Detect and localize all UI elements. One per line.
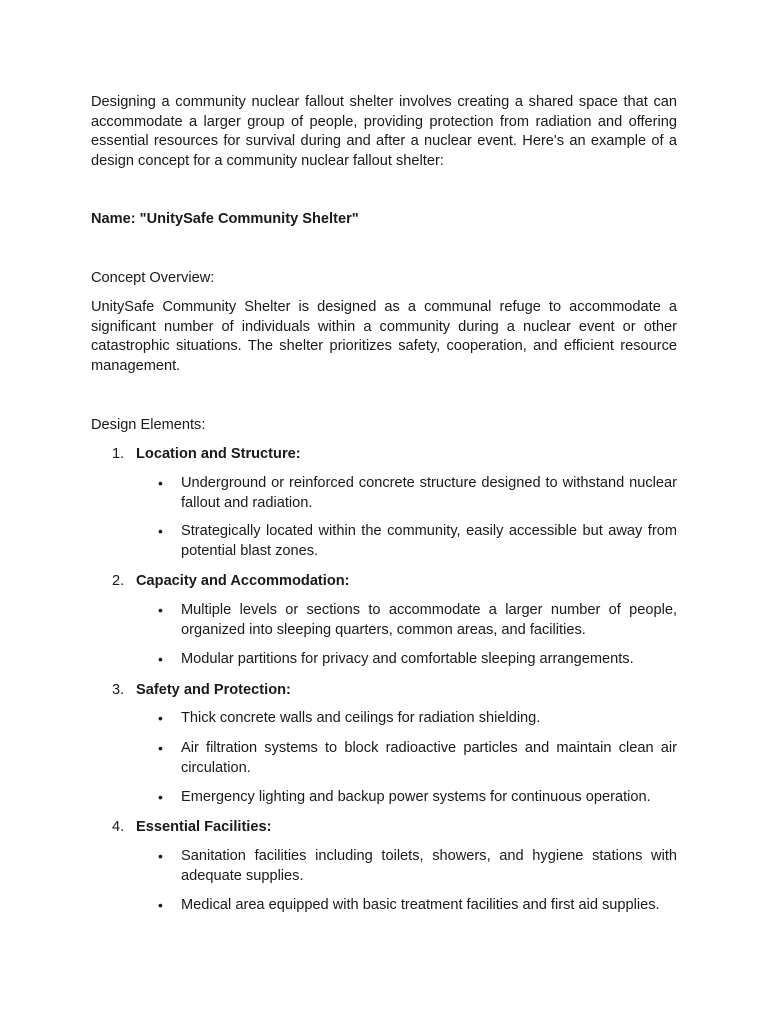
section-title-row [91, 680, 677, 700]
bullet-icon: • [158, 789, 163, 805]
bullet-icon: • [158, 602, 163, 618]
bullet-icon: • [158, 475, 163, 491]
shelter-name: Name: "UnitySafe Community Shelter" [91, 211, 359, 227]
section-title: Location and Structure: [136, 446, 301, 462]
bullet-text: Modular partitions for privacy and comfortable sleeping arrangements. [181, 651, 634, 667]
bullet-icon: • [158, 848, 163, 864]
section-number: 3. [112, 682, 125, 698]
section-number: 2. [112, 573, 125, 589]
design-section-capacity [91, 571, 677, 667]
bullet-text: Multiple levels or sections to accommodate a larger number of people, organized into sleeping quarters, common areas, and facilities. [181, 602, 677, 638]
design-section-facilities [91, 817, 677, 913]
bullet-text: Underground or reinforced concrete structure designed to withstand nuclear fallout and radiation. [181, 475, 677, 511]
design-section-location [91, 444, 677, 559]
bullet-text: Sanitation facilities including toilets, showers, and hygiene stations with adequate supplies. [181, 848, 677, 884]
bullet-icon: • [158, 651, 163, 667]
bullet-icon: • [158, 740, 163, 756]
design-elements-heading: Design Elements: [91, 417, 206, 433]
section-title: Essential Facilities: [136, 819, 272, 835]
section-number: 1. [112, 446, 125, 462]
concept-overview-body: UnitySafe Community Shelter is designed as a communal refuge to accommodate a significant number of individuals within a community during a nuclear event or other catastrophic situations. The shelter prioritizes safety, cooperation, and efficient resource management. [91, 299, 677, 374]
section-number: 4. [112, 819, 125, 835]
design-section-safety [91, 680, 677, 805]
bullet-text: Air filtration systems to block radioactive particles and maintain clean air circulation. [181, 740, 677, 776]
bullet-icon: • [158, 523, 163, 539]
bullet-text: Strategically located within the community, easily accessible but away from potential blast zones. [181, 523, 677, 559]
section-title: Safety and Protection: [136, 682, 291, 698]
section-title-row [91, 444, 677, 464]
section-title-row [91, 817, 677, 837]
bullet-icon: • [158, 710, 163, 726]
bullet-text: Medical area equipped with basic treatment facilities and first aid supplies. [181, 897, 660, 913]
intro-paragraph: Designing a community nuclear fallout shelter involves creating a shared space that can accommodate a larger group of people, providing protection from radiation and offering essential resources for survival during and after a nuclear event. Here's an example of a design concept for a community nuclear fallout shelter: [91, 94, 677, 169]
section-title-row [91, 571, 677, 591]
concept-overview-heading: Concept Overview: [91, 270, 215, 286]
section-title: Capacity and Accommodation: [136, 573, 350, 589]
bullet-text: Emergency lighting and backup power systems for continuous operation. [181, 789, 651, 805]
bullet-text: Thick concrete walls and ceilings for radiation shielding. [181, 710, 541, 726]
bullet-icon: • [158, 897, 163, 913]
